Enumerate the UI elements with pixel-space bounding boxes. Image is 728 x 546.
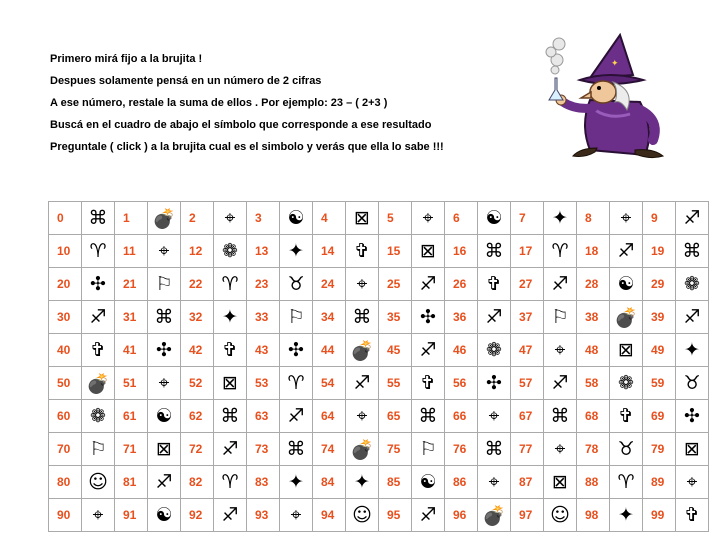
crosshair-icon: ⌖: [544, 433, 577, 466]
grid-number: 46: [445, 334, 478, 367]
crosshair-icon: ⌖: [82, 499, 115, 532]
sagittarius-icon: ♐: [676, 301, 709, 334]
crosshair-icon: ⌖: [478, 400, 511, 433]
grid-number: 44: [313, 334, 346, 367]
grid-number: 66: [445, 400, 478, 433]
grid-number: 18: [577, 235, 610, 268]
grid-number: 49: [643, 334, 676, 367]
grid-number: 26: [445, 268, 478, 301]
grid-number: 96: [445, 499, 478, 532]
grid-number: 93: [247, 499, 280, 532]
grid-number: 3: [247, 202, 280, 235]
grid-number: 5: [379, 202, 412, 235]
flag-icon: ⚐: [82, 433, 115, 466]
grid-number: 68: [577, 400, 610, 433]
four-leaf-icon: ✣: [412, 301, 445, 334]
grid-number: 75: [379, 433, 412, 466]
grid-number: 27: [511, 268, 544, 301]
grid-number: 21: [115, 268, 148, 301]
grid-number: 35: [379, 301, 412, 334]
sagittarius-icon: ♐: [676, 202, 709, 235]
witch-icon: [535, 30, 685, 170]
grid-number: 45: [379, 334, 412, 367]
taurus-icon: ♉: [676, 367, 709, 400]
grid-number: 77: [511, 433, 544, 466]
grid-number: 50: [49, 367, 82, 400]
grid-number: 31: [115, 301, 148, 334]
grid-number: 86: [445, 466, 478, 499]
cross-icon: ✞: [82, 334, 115, 367]
grid-number: 92: [181, 499, 214, 532]
flag-icon: ⚐: [148, 268, 181, 301]
crosshair-icon: ⌖: [148, 235, 181, 268]
grid-number: 62: [181, 400, 214, 433]
sagittarius-icon: ♐: [346, 367, 379, 400]
crosshair-icon: ⌖: [610, 202, 643, 235]
grid-number: 19: [643, 235, 676, 268]
grid-row: [49, 499, 709, 532]
grid-row: [49, 433, 709, 466]
grid-number: 80: [49, 466, 82, 499]
cross-icon: ✞: [610, 400, 643, 433]
grid-number: 69: [643, 400, 676, 433]
sagittarius-icon: ♐: [478, 301, 511, 334]
grid-number: 42: [181, 334, 214, 367]
command-symbol-icon: ⌘: [676, 235, 709, 268]
grid-number: 64: [313, 400, 346, 433]
grid-number: 95: [379, 499, 412, 532]
grid-number: 30: [49, 301, 82, 334]
boxed-cross-icon: ⊠: [412, 235, 445, 268]
grid-number: 9: [643, 202, 676, 235]
smiley-icon: ☺: [544, 499, 577, 532]
grid-number: 63: [247, 400, 280, 433]
crosshair-icon: ⌖: [346, 268, 379, 301]
command-symbol-icon: ⌘: [544, 400, 577, 433]
grid-number: 28: [577, 268, 610, 301]
boxed-cross-icon: ⊠: [214, 367, 247, 400]
grid-number: 52: [181, 367, 214, 400]
grid-number: 98: [577, 499, 610, 532]
grid-number: 54: [313, 367, 346, 400]
grid-number: 85: [379, 466, 412, 499]
grid-number: 90: [49, 499, 82, 532]
crosshair-icon: ⌖: [148, 367, 181, 400]
grid-number: 22: [181, 268, 214, 301]
flag-icon: ⚐: [544, 301, 577, 334]
instructions: [50, 48, 520, 158]
grid-number: 15: [379, 235, 412, 268]
grid-number: 84: [313, 466, 346, 499]
grid-number: 1: [115, 202, 148, 235]
cross-icon: ✞: [214, 334, 247, 367]
grid-number: 43: [247, 334, 280, 367]
flag-icon: ⚐: [412, 433, 445, 466]
grid-number: 13: [247, 235, 280, 268]
grid-number: 0: [49, 202, 82, 235]
grid-number: 76: [445, 433, 478, 466]
grid-number: 6: [445, 202, 478, 235]
grid-number: 7: [511, 202, 544, 235]
aries-icon: ♈: [610, 466, 643, 499]
four-leaf-icon: ✣: [280, 334, 313, 367]
four-leaf-icon: ✣: [148, 334, 181, 367]
grid-number: 10: [49, 235, 82, 268]
grid-number: 24: [313, 268, 346, 301]
grid-number: 82: [181, 466, 214, 499]
grid-number: 87: [511, 466, 544, 499]
crosshair-icon: ⌖: [346, 400, 379, 433]
grid-number: 51: [115, 367, 148, 400]
grid-number: 58: [577, 367, 610, 400]
sagittarius-icon: ♐: [412, 268, 445, 301]
command-symbol-icon: ⌘: [148, 301, 181, 334]
command-symbol-icon: ⌘: [280, 433, 313, 466]
grid-number: 38: [577, 301, 610, 334]
grid-number: 53: [247, 367, 280, 400]
boxed-cross-icon: ⊠: [148, 433, 181, 466]
sagittarius-icon: ♐: [412, 499, 445, 532]
grid-number: 33: [247, 301, 280, 334]
four-leaf-icon: ✣: [478, 367, 511, 400]
boxed-cross-icon: ⊠: [676, 433, 709, 466]
grid-number: 4: [313, 202, 346, 235]
taurus-icon: ♉: [280, 268, 313, 301]
boxed-cross-icon: ⊠: [346, 202, 379, 235]
grid-row: [49, 235, 709, 268]
grid-number: 11: [115, 235, 148, 268]
bomb-icon: 💣: [346, 433, 379, 466]
cross-icon: ✞: [412, 367, 445, 400]
taurus-icon: ♉: [610, 433, 643, 466]
smiley-icon: ☺: [82, 466, 115, 499]
grid-number: 12: [181, 235, 214, 268]
instruction-line-5: Preguntale ( click ) a la brujita cual es el simbolo y verás que ella lo sabe !!!: [50, 141, 444, 153]
grid-number: 57: [511, 367, 544, 400]
grid-row: [49, 268, 709, 301]
grid-number: 29: [643, 268, 676, 301]
grid-row: [49, 202, 709, 235]
grid-row: [49, 400, 709, 433]
smiley-icon: ☺: [346, 499, 379, 532]
flower-icon: ❁: [214, 235, 247, 268]
grid-row: [49, 367, 709, 400]
aries-icon: ♈: [544, 235, 577, 268]
witch-button[interactable]: [535, 30, 685, 170]
sagittarius-icon: ♐: [610, 235, 643, 268]
grid-number: 81: [115, 466, 148, 499]
aries-icon: ♈: [214, 268, 247, 301]
crosshair-icon: ⌖: [676, 466, 709, 499]
flag-icon: ⚐: [280, 301, 313, 334]
diamond-cross-icon: ✦: [214, 301, 247, 334]
grid-number: 78: [577, 433, 610, 466]
crosshair-icon: ⌖: [280, 499, 313, 532]
diamond-cross-icon: ✦: [544, 202, 577, 235]
grid-number: 61: [115, 400, 148, 433]
crosshair-icon: ⌖: [478, 466, 511, 499]
instruction-line-2: Despues solamente pensá en un número de 2 cifras: [50, 75, 322, 87]
grid-number: 60: [49, 400, 82, 433]
grid-number: 70: [49, 433, 82, 466]
grid-number: 79: [643, 433, 676, 466]
aries-icon: ♈: [82, 235, 115, 268]
grid-number: 37: [511, 301, 544, 334]
command-symbol-icon: ⌘: [346, 301, 379, 334]
diamond-cross-icon: ✦: [676, 334, 709, 367]
crosshair-icon: ⌖: [214, 202, 247, 235]
grid-number: 89: [643, 466, 676, 499]
flower-icon: ❁: [82, 400, 115, 433]
yin-yang-icon: ☯: [148, 400, 181, 433]
grid-row: [49, 466, 709, 499]
sagittarius-icon: ♐: [544, 268, 577, 301]
grid-number: 88: [577, 466, 610, 499]
grid-number: 40: [49, 334, 82, 367]
command-symbol-icon: ⌘: [214, 400, 247, 433]
bomb-icon: 💣: [148, 202, 181, 235]
sagittarius-icon: ♐: [214, 499, 247, 532]
grid-number: 23: [247, 268, 280, 301]
sagittarius-icon: ♐: [148, 466, 181, 499]
grid-number: 59: [643, 367, 676, 400]
symbol-grid: [48, 201, 709, 532]
grid-number: 20: [49, 268, 82, 301]
diamond-cross-icon: ✦: [280, 235, 313, 268]
grid-number: 73: [247, 433, 280, 466]
aries-icon: ♈: [280, 367, 313, 400]
command-symbol-icon: ⌘: [82, 202, 115, 235]
grid-number: 16: [445, 235, 478, 268]
grid-number: 8: [577, 202, 610, 235]
grid-number: 48: [577, 334, 610, 367]
grid-number: 97: [511, 499, 544, 532]
flower-icon: ❁: [610, 367, 643, 400]
boxed-cross-icon: ⊠: [544, 466, 577, 499]
bomb-icon: 💣: [610, 301, 643, 334]
sagittarius-icon: ♐: [280, 400, 313, 433]
grid-number: 41: [115, 334, 148, 367]
grid-number: 72: [181, 433, 214, 466]
grid-number: 67: [511, 400, 544, 433]
sagittarius-icon: ♐: [544, 367, 577, 400]
diamond-cross-icon: ✦: [280, 466, 313, 499]
yin-yang-icon: ☯: [280, 202, 313, 235]
bomb-icon: 💣: [478, 499, 511, 532]
grid-number: 34: [313, 301, 346, 334]
grid-number: 71: [115, 433, 148, 466]
yin-yang-icon: ☯: [478, 202, 511, 235]
grid-number: 47: [511, 334, 544, 367]
grid-number: 39: [643, 301, 676, 334]
command-symbol-icon: ⌘: [478, 433, 511, 466]
grid-number: 56: [445, 367, 478, 400]
grid-number: 36: [445, 301, 478, 334]
instruction-line-1: Primero mirá fijo a la brujita !: [50, 53, 203, 65]
aries-icon: ♈: [214, 466, 247, 499]
grid-number: 94: [313, 499, 346, 532]
grid-number: 32: [181, 301, 214, 334]
grid-number: 65: [379, 400, 412, 433]
yin-yang-icon: ☯: [148, 499, 181, 532]
yin-yang-icon: ☯: [610, 268, 643, 301]
grid-row: [49, 301, 709, 334]
diamond-cross-icon: ✦: [346, 466, 379, 499]
crosshair-icon: ⌖: [412, 202, 445, 235]
boxed-cross-icon: ⊠: [610, 334, 643, 367]
grid-number: 17: [511, 235, 544, 268]
instruction-line-3: A ese número, restale la suma de ellos . Por ejemplo: 23 – ( 2+3 ): [50, 97, 388, 109]
grid-number: 2: [181, 202, 214, 235]
cross-icon: ✞: [676, 499, 709, 532]
four-leaf-icon: ✣: [676, 400, 709, 433]
sagittarius-icon: ♐: [412, 334, 445, 367]
grid-number: 99: [643, 499, 676, 532]
grid-number: 14: [313, 235, 346, 268]
four-leaf-icon: ✣: [82, 268, 115, 301]
sagittarius-icon: ♐: [214, 433, 247, 466]
flower-icon: ❁: [478, 334, 511, 367]
command-symbol-icon: ⌘: [478, 235, 511, 268]
yin-yang-icon: ☯: [412, 466, 445, 499]
bomb-icon: 💣: [82, 367, 115, 400]
cross-icon: ✞: [478, 268, 511, 301]
instruction-line-4: Buscá en el cuadro de abajo el símbolo que corresponde a ese resultado: [50, 119, 432, 131]
cross-icon: ✞: [346, 235, 379, 268]
grid-number: 83: [247, 466, 280, 499]
grid-number: 25: [379, 268, 412, 301]
grid-row: [49, 334, 709, 367]
bomb-icon: 💣: [346, 334, 379, 367]
svg-text:✦: ✦: [611, 58, 619, 68]
grid-number: 55: [379, 367, 412, 400]
diamond-cross-icon: ✦: [610, 499, 643, 532]
grid-number: 74: [313, 433, 346, 466]
sagittarius-icon: ♐: [82, 301, 115, 334]
grid-number: 91: [115, 499, 148, 532]
flower-icon: ❁: [676, 268, 709, 301]
crosshair-icon: ⌖: [544, 334, 577, 367]
command-symbol-icon: ⌘: [412, 400, 445, 433]
